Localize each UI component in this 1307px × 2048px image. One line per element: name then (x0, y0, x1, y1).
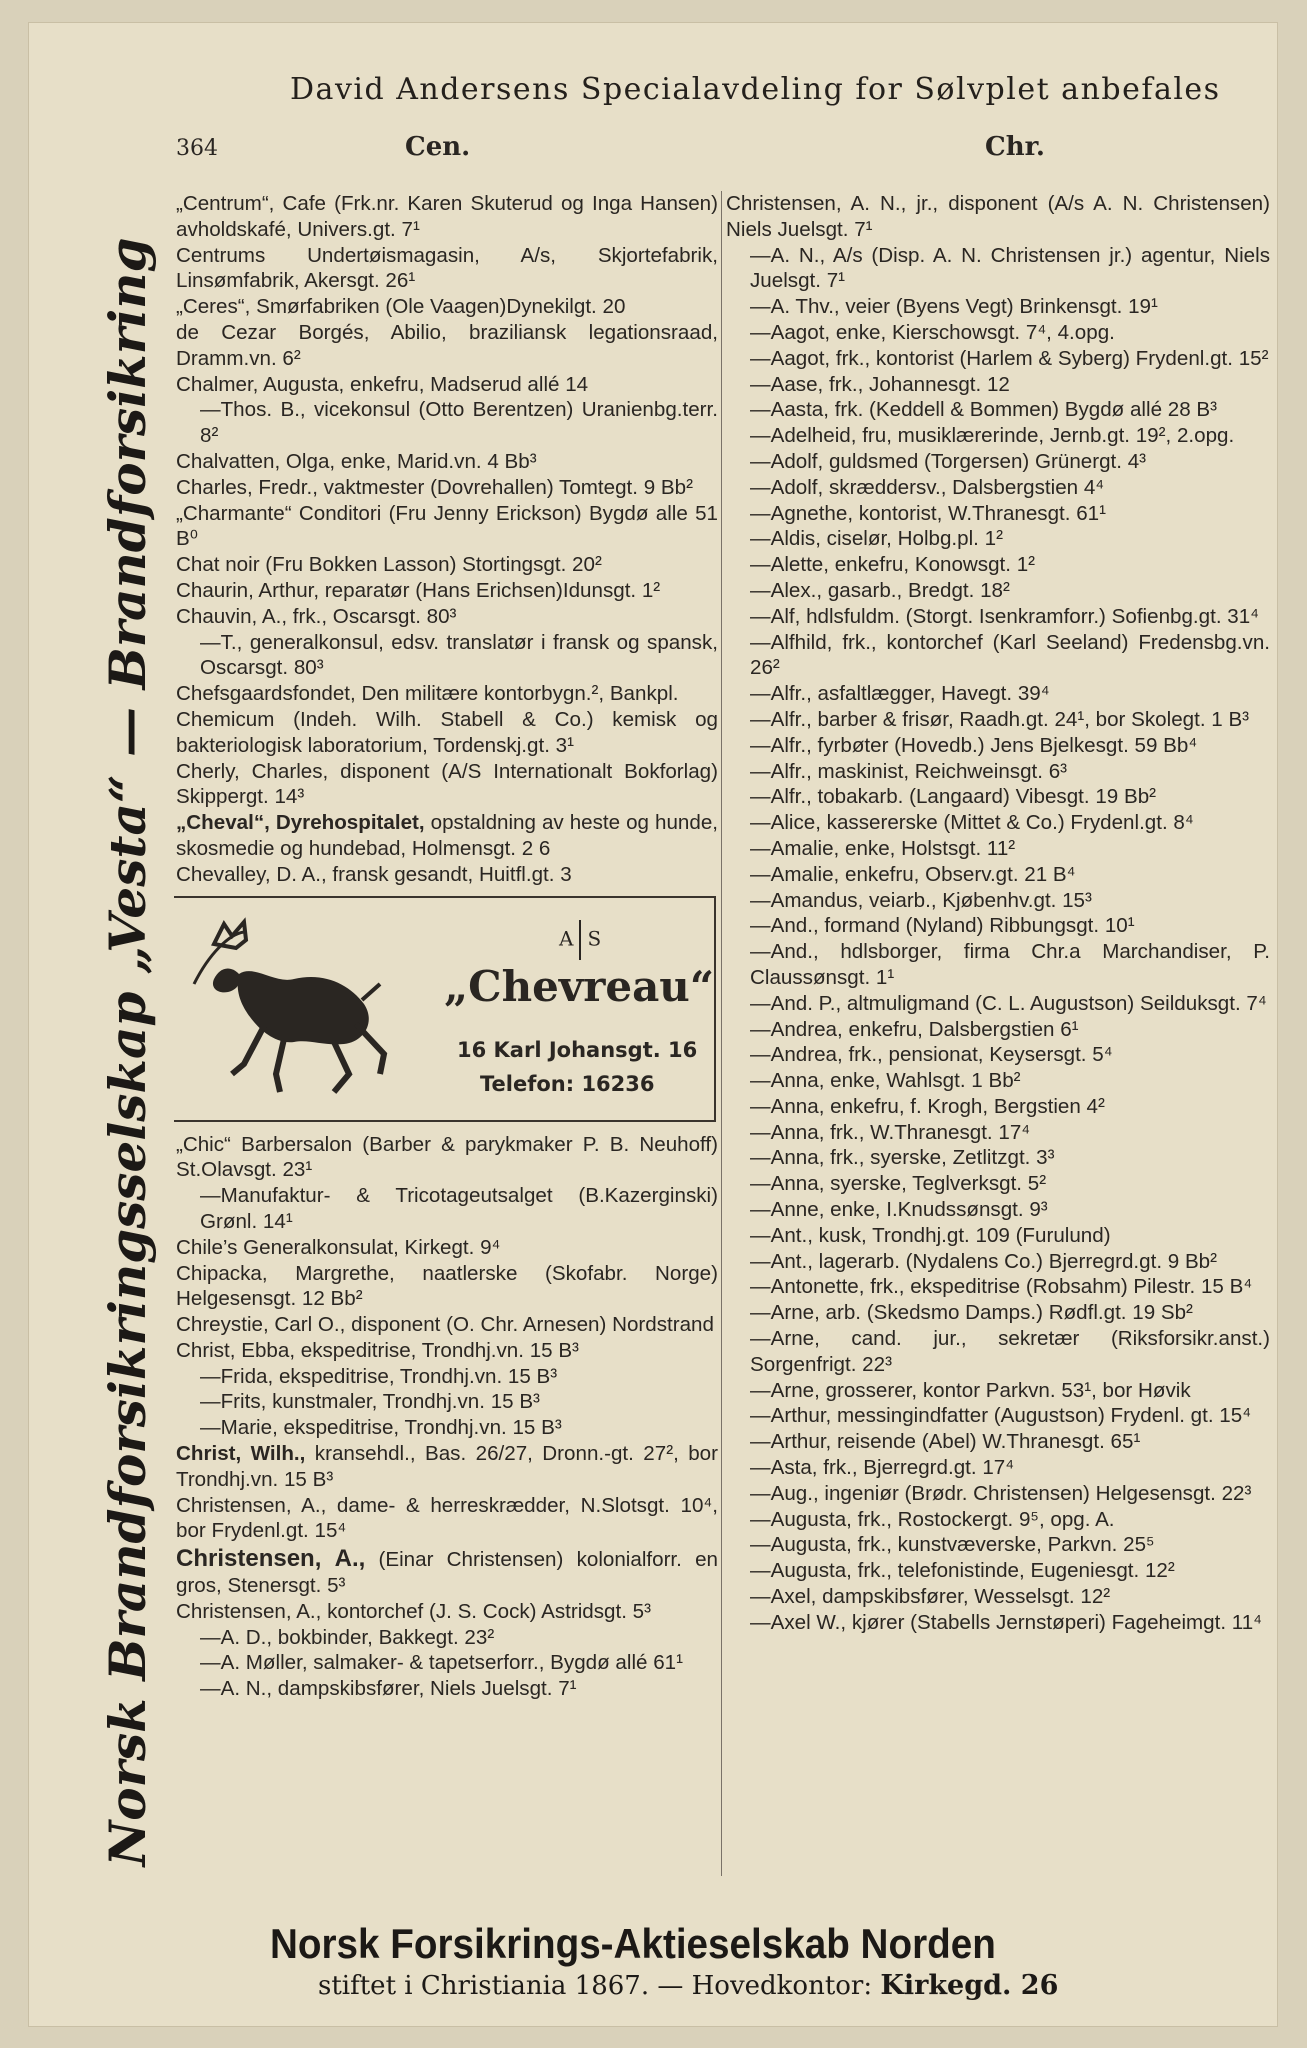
directory-entry (726, 630, 1270, 682)
guide-word-right: Chr. (985, 132, 1045, 162)
directory-entry (726, 707, 1270, 733)
entry-text: —Alfr., maskinist, Reichweinsgt. 6³ (750, 759, 1068, 783)
directory-entry (726, 1120, 1270, 1146)
directory-entry (176, 372, 718, 398)
entry-text: Cherly, Charles, disponent (A/S Internationalt Bokforlag) Skippergt. 14³ (176, 759, 718, 809)
entry-text: —Anna, enke, Wahlsgt. 1 Bb² (750, 1069, 1021, 1093)
right-column-entries (726, 191, 1270, 1636)
entry-text: —Anna, frk., syerske, Zetlitzgt. 3³ (750, 1146, 1055, 1170)
entry-text: —Augusta, frk., Rostockergt. 9⁵, opg. A. (750, 1507, 1115, 1531)
directory-entry (726, 1249, 1270, 1275)
chevreau-advertisement (174, 896, 716, 1122)
company-form-s: S (587, 926, 602, 951)
entry-text: Chauvin, A., frk., Oscarsgt. 80³ (176, 604, 457, 628)
directory-entry (726, 1403, 1270, 1429)
directory-entry (726, 191, 1270, 243)
directory-entry (726, 681, 1270, 707)
entry-text: —Alice, kassererske (Mittet & Co.) Frydenl.gt. 8⁴ (750, 811, 1194, 835)
entry-text: —Axel W., kjører (Stabells Jernstøperi) Fageheimgt. 11⁴ (750, 1610, 1263, 1634)
entry-text: —Amandus, veiarb., Kjøbenhv.gt. 15³ (750, 888, 1092, 912)
directory-entry (176, 397, 718, 449)
directory-entry (726, 475, 1270, 501)
directory-entry (726, 1584, 1270, 1610)
entry-text: —A. D., bokbinder, Bakkegt. 23² (200, 1625, 495, 1649)
entry-text: —Asta, frk., Bjerregrd.gt. 17⁴ (750, 1456, 1015, 1480)
entry-text: (Einar Christensen) kolonialforr. en gros, Stenersgt. 5³ (176, 1548, 718, 1598)
directory-entry (176, 1183, 718, 1235)
directory-entry (176, 449, 718, 475)
entry-text: —Axel, dampskibsfører, Wesselsgt. 12² (750, 1585, 1111, 1609)
entry-text: „Chic“ Barbersalon (Barber & parykmaker P. B. Neuhoff) St.Olavsgt. 23¹ (176, 1132, 718, 1182)
directory-entry (726, 1378, 1270, 1404)
directory-entry (176, 1338, 718, 1364)
left-column (176, 191, 718, 1702)
directory-entry (176, 475, 718, 501)
entry-text: Centrums Undertøismagasin, A/s, Skjortefabrik, Linsømfabrik, Akersgt. 26¹ (176, 243, 718, 293)
entry-text: —A. Møller, salmaker- & tapetserforr., Bygdø allé 61¹ (200, 1651, 683, 1675)
directory-entry (726, 1558, 1270, 1584)
entry-text: —Anna, frk., W.Thranesgt. 17⁴ (750, 1120, 1031, 1144)
directory-entry (726, 1326, 1270, 1378)
directory-entry (726, 1455, 1270, 1481)
footer-head-office: Kirkegd. 26 (880, 1970, 1059, 2001)
directory-entry (176, 707, 718, 759)
entry-text: —Aagot, enke, Kierschowsgt. 7⁴, 4.opg. (750, 320, 1115, 344)
entry-text: Christensen, A., kontorchef (J. S. Cock) Astridsgt. 5³ (176, 1599, 651, 1623)
directory-entry (176, 1493, 718, 1545)
entry-text: —Ant., kusk, Trondhj.gt. 109 (Furulund) (750, 1223, 1111, 1247)
entry-text: —Arthur, reisende (Abel) W.Thranesgt. 65¹ (750, 1430, 1141, 1454)
left-column-entries-bottom (176, 1132, 718, 1703)
directory-entry (176, 1441, 718, 1493)
entry-text: —Anne, enke, I.Knudssønsgt. 9³ (750, 1198, 1048, 1222)
directory-entry (726, 1094, 1270, 1120)
entry-text: Chevalley, D. A., fransk gesandt, Huitfl.gt. 3 (176, 862, 572, 886)
directory-entry (176, 191, 718, 243)
company-form-mark (559, 920, 601, 960)
entry-text: —Arne, cand. jur., sekretær (Riksforsikr.anst.) Sorgenfrigt. 22³ (750, 1327, 1270, 1376)
directory-entry (726, 759, 1270, 785)
directory-entry (176, 1364, 718, 1390)
entry-text: —A. N., dampskibsfører, Niels Juelsgt. 7¹ (200, 1677, 577, 1701)
entry-text: —Alfr., fyrbøter (Hovedb.) Jens Bjelkesgt. 59 Bb⁴ (750, 733, 1198, 757)
footer-details-text: stiftet i Christiania 1867. — Hovedkontor: (318, 1971, 881, 2001)
entry-text: —Manufaktur- & Tricotageutsalget (B.Kazerginski) Grønl. 14¹ (200, 1184, 718, 1233)
entry-text: —Amalie, enke, Holstsgt. 11² (750, 836, 1016, 860)
directory-entry (726, 1507, 1270, 1533)
entry-text: —Anna, syerske, Teglverksgt. 5² (750, 1172, 1047, 1196)
entry-text: —Aagot, frk., kontorist (Harlem & Syberg) Frydenl.gt. 15² (750, 346, 1269, 370)
directory-entry (176, 630, 718, 682)
directory-entry (176, 320, 718, 372)
directory-entry (726, 1042, 1270, 1068)
entry-text: —Frits, kunstmaler, Trondhj.vn. 15 B³ (200, 1390, 540, 1414)
directory-entry (176, 1544, 718, 1599)
entry-text: Charles, Fredr., vaktmester (Dovrehallen) Tomtegt. 9 Bb² (176, 475, 693, 499)
directory-entry (176, 1132, 718, 1184)
directory-entry (726, 1300, 1270, 1326)
directory-entry (176, 501, 718, 553)
top-advertisement: David Andersens Specialavdeling for Sølvplet anbefales (290, 72, 1221, 107)
entry-text: —Alette, enkefru, Konowsgt. 1² (750, 553, 1036, 577)
entry-text: „Charmante“ Conditori (Fru Jenny Erickson) Bygdø alle 51 B⁰ (176, 501, 718, 551)
entry-text: Chalvatten, Olga, enke, Marid.vn. 4 Bb³ (176, 449, 537, 473)
footer-advertisement-title: Norsk Forsikrings-Aktieselskab Norden (270, 1920, 996, 1967)
entry-text: Chemicum (Indeh. Wilh. Stabell & Co.) kemisk og bakteriologisk laboratorium, Tordenskj.gt. 3¹ (176, 707, 718, 757)
directory-entry (726, 372, 1270, 398)
footer-advertisement-details (318, 1970, 1218, 2001)
entry-text: —Arne, arb. (Skedsmo Damps.) Rødfl.gt. 19 Sb² (750, 1301, 1193, 1325)
directory-entry (176, 1389, 718, 1415)
entry-text: —Amalie, enkefru, Observ.gt. 21 B⁴ (750, 862, 1076, 886)
entry-text: —Alex., gasarb., Bredgt. 18² (750, 578, 1010, 602)
directory-entry (726, 578, 1270, 604)
directory-entry (726, 1274, 1270, 1300)
entry-text: —Agnethe, kontorist, W.Thranesgt. 61¹ (750, 501, 1106, 525)
directory-entry (176, 1650, 718, 1676)
entry-text: —Adolf, guldsmed (Torgersen) Grünergt. 4³ (750, 449, 1147, 473)
entry-text: —T., generalkonsul, edsv. translatør i fransk og spansk, Oscarsgt. 80³ (200, 630, 718, 680)
entry-text: „Centrum“, Cafe (Frk.nr. Karen Skuterud og Inga Hansen) avholdskafé, Univers.gt. 7¹ (176, 192, 718, 241)
side-advertisement: Norsk Brandforsikringsselskap „Vesta“ — Brandforsikring (98, 237, 157, 1867)
entry-text: —Aug., ingeniør (Brødr. Christensen) Helgesensgt. 22³ (750, 1481, 1252, 1505)
entry-text: —Antonette, frk., ekspeditrise (Robsahm) Pilestr. 15 B⁴ (750, 1275, 1253, 1299)
directory-entry (726, 888, 1270, 914)
directory-entry (726, 526, 1270, 552)
directory-entry (726, 810, 1270, 836)
directory-entry (726, 862, 1270, 888)
directory-entry (176, 1676, 718, 1702)
entry-text: —Augusta, frk., kunstvæverske, Parkvn. 25⁵ (750, 1533, 1155, 1557)
directory-entry (726, 913, 1270, 939)
directory-entry (726, 423, 1270, 449)
goat-illustration (184, 914, 394, 1104)
entry-text: —Marie, ekspeditrise, Trondhj.vn. 15 B³ (200, 1416, 562, 1440)
directory-entry (726, 1223, 1270, 1249)
entry-text: —And. P., altmuligmand (C. L. Augustson) Seilduksgt. 7⁴ (750, 991, 1267, 1015)
entry-text: „Ceres“, Smørfabriken (Ole Vaagen)Dynekilgt. 20 (176, 295, 626, 319)
directory-entry (726, 294, 1270, 320)
entry-text: Chaurin, Arthur, reparatør (Hans Erichsen)Idunsgt. 1² (176, 578, 661, 602)
entry-lead: Christensen, A., (176, 1545, 366, 1573)
entry-text: —A. N., A/s (Disp. A. N. Christensen jr.) agentur, Niels Juelsgt. 7¹ (750, 243, 1270, 293)
directory-entry (726, 1429, 1270, 1455)
directory-entry (176, 810, 718, 862)
directory-entry (726, 501, 1270, 527)
directory-entry (726, 939, 1270, 991)
entry-text: Christensen, A. N., jr., disponent (A/s A. N. Christensen) Niels Juelsgt. 7¹ (726, 192, 1270, 241)
entry-text: —Arne, grosserer, kontor Parkvn. 53¹, bor Høvik (750, 1378, 1191, 1402)
entry-text: —Alfr., tobakarb. (Langaard) Vibesgt. 19 Bb² (750, 785, 1157, 809)
entry-text: —Augusta, frk., telefonistinde, Eugeniesgt. 12² (750, 1559, 1175, 1583)
entry-text: —Andrea, enkefru, Dalsbergstien 6¹ (750, 1017, 1079, 1041)
entry-text: Chefsgaardsfondet, Den militære kontorbygn.², Bankpl. (176, 682, 679, 706)
directory-entry (176, 1312, 718, 1338)
entry-text: —Ant., lagerarb. (Nydalens Co.) Bjerregrd.gt. 9 Bb² (750, 1249, 1217, 1273)
entry-text: Christensen, A., dame- & herreskrædder, N.Slotsgt. 10⁴, bor Frydenl.gt. 15⁴ (176, 1493, 718, 1543)
directory-entry (726, 243, 1270, 295)
advertiser-name: „Chevreau“ (444, 961, 715, 1011)
directory-entry (726, 346, 1270, 372)
entry-text: —And., formand (Nyland) Ribbungsgt. 10¹ (750, 914, 1135, 938)
directory-entry (726, 1197, 1270, 1223)
entry-text: —Adelheid, fru, musiklærerinde, Jernb.gt. 19², 2.opg. (750, 424, 1235, 448)
directory-entry (176, 1415, 718, 1441)
entry-text: —Alfhild, frk., kontorchef (Karl Seeland) Fredensbg.vn. 26² (750, 630, 1270, 680)
entry-text: Chile’s Generalkonsulat, Kirkegt. 9⁴ (176, 1235, 501, 1259)
page-number: 364 (176, 136, 218, 161)
directory-entry (726, 1068, 1270, 1094)
advertiser-phone: Telefon: 16236 (480, 1071, 655, 1096)
company-form-a: A (559, 926, 574, 951)
entry-text: —Andrea, frk., pensionat, Keysersgt. 5⁴ (750, 1043, 1113, 1067)
entry-text: Chat noir (Fru Bokken Lasson) Stortingsgt. 20² (176, 553, 602, 577)
directory-entry (176, 862, 718, 888)
directory-entry (176, 294, 718, 320)
directory-entry (726, 784, 1270, 810)
directory-entry (176, 1261, 718, 1313)
directory-entry (176, 552, 718, 578)
entry-text: —And., hdlsborger, firma Chr.a Marchandiser, P. Claussønsgt. 1¹ (750, 940, 1270, 989)
entry-lead: Christ, Wilh., (176, 1442, 306, 1466)
directory-entry (726, 1017, 1270, 1043)
entry-text: —A. Thv., veier (Byens Vegt) Brinkensgt. 19¹ (750, 295, 1158, 319)
directory-entry (726, 552, 1270, 578)
entry-text: —Anna, enkefru, f. Krogh, Bergstien 4² (750, 1094, 1105, 1118)
entry-text: —Aasta, frk. (Keddell & Bommen) Bygdø allé 28 B³ (750, 398, 1217, 422)
entry-text: Christ, Ebba, ekspeditrise, Trondhj.vn. 15 B³ (176, 1338, 579, 1362)
directory-entry (726, 1145, 1270, 1171)
directory-entry (726, 1171, 1270, 1197)
directory-entry (726, 1610, 1270, 1636)
directory-entry (726, 397, 1270, 423)
entry-text: —Thos. B., vicekonsul (Otto Berentzen) Uranienbg.terr. 8² (200, 398, 718, 448)
directory-entry (176, 578, 718, 604)
directory-entry (176, 243, 718, 295)
column-divider (721, 191, 722, 1876)
entry-text: opstaldning av heste og hunde, skosmedie og hundebad, Holmensgt. 2 6 (176, 811, 718, 860)
left-column-entries-top (176, 191, 718, 888)
entry-text: —Aldis, ciselør, Holbg.pl. 1² (750, 527, 1003, 551)
entry-text: —Arthur, messingindfatter (Augustson) Frydenl. gt. 15⁴ (750, 1404, 1252, 1428)
directory-entry (176, 759, 718, 811)
directory-entry (176, 1235, 718, 1261)
directory-entry (726, 604, 1270, 630)
entry-text: Chalmer, Augusta, enkefru, Madserud allé 14 (176, 372, 589, 396)
entry-text: —Aase, frk., Johannesgt. 12 (750, 372, 1010, 396)
directory-entry (726, 1532, 1270, 1558)
entry-text: —Frida, ekspeditrise, Trondhj.vn. 15 B³ (200, 1364, 558, 1388)
directory-entry (176, 1599, 718, 1625)
entry-text: —Alfr., asfaltlægger, Havegt. 39⁴ (750, 682, 1050, 706)
directory-entry (176, 1625, 718, 1651)
entry-text: —Alf, hdlsfuldm. (Storgt. Isenkramforr.) Sofienbg.gt. 31⁴ (750, 604, 1260, 628)
directory-entry (726, 320, 1270, 346)
company-form-slash (579, 920, 581, 960)
entry-text: —Alfr., barber & frisør, Raadh.gt. 24¹, bor Skolegt. 1 B³ (750, 707, 1250, 731)
directory-entry (726, 836, 1270, 862)
entry-text: Chreystie, Carl O., disponent (O. Chr. Arnesen) Nordstrand (176, 1313, 714, 1337)
directory-entry (176, 681, 718, 707)
directory-entry (726, 991, 1270, 1017)
guide-word-left: Cen. (405, 132, 471, 162)
entry-text: —Adolf, skræddersv., Dalsbergstien 4⁴ (750, 475, 1105, 499)
entry-text: de Cezar Borgés, Abilio, braziliansk legationsraad, Dramm.vn. 6² (176, 320, 718, 370)
advertiser-address: 16 Karl Johansgt. 16 (457, 1037, 698, 1062)
directory-entry (726, 1481, 1270, 1507)
entry-lead: „Cheval“, Dyrehospitalet, (176, 811, 425, 835)
directory-entry (726, 733, 1270, 759)
entry-text: Chipacka, Margrethe, naatlerske (Skofabr. Norge) Helgesensgt. 12 Bb² (176, 1261, 718, 1311)
right-column (726, 191, 1270, 1636)
directory-entry (176, 604, 718, 630)
entry-text: kransehdl., Bas. 26/27, Dronn.-gt. 27², bor Trondhj.vn. 15 B³ (176, 1442, 718, 1491)
directory-entry (726, 449, 1270, 475)
